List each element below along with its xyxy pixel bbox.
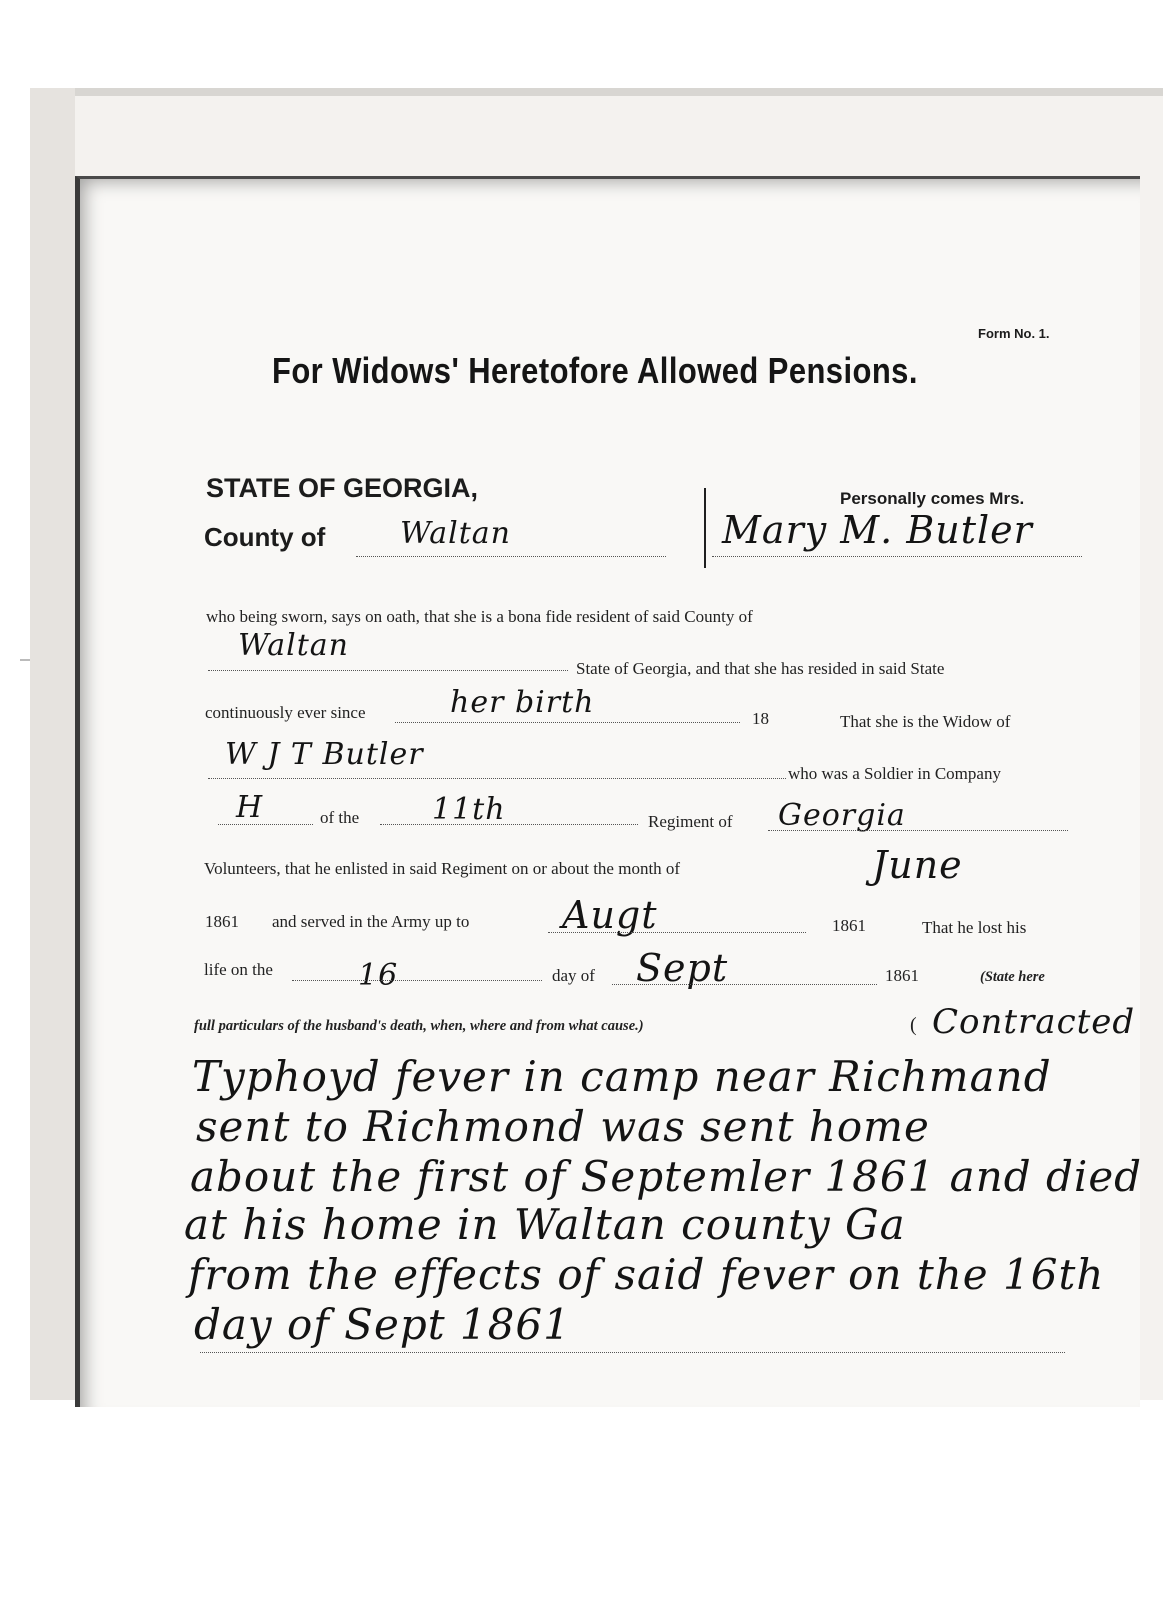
served-text: and served in the Army up to xyxy=(272,912,470,931)
form-number: Form No. 1. xyxy=(978,326,1050,341)
death-day-entry: 16 xyxy=(358,958,399,993)
of-the-text: of the xyxy=(320,808,360,827)
served-until-year-entry: 1861 xyxy=(832,916,866,935)
regiment-state-entry: Georgia xyxy=(778,798,906,833)
personally-comes-label: Personally comes Mrs. xyxy=(840,489,1025,508)
open-paren: ( xyxy=(910,1014,917,1036)
full-particulars-text: full particulars of the husband's death, when, where and from what cause.) xyxy=(194,1018,644,1034)
enlist-month-entry: June xyxy=(872,843,963,887)
form-title: For Widows' Heretofore Allowed Pensions. xyxy=(272,350,918,391)
residence-county-entry: Waltan xyxy=(238,628,349,663)
death-year-entry: 1861 xyxy=(885,966,919,985)
brace-divider xyxy=(704,488,706,568)
county-entry: Waltan xyxy=(400,516,511,551)
life-on-text: life on the xyxy=(204,960,273,979)
death-month-entry: Sept xyxy=(636,946,729,990)
soldier-company-text: who was a Soldier in Company xyxy=(788,764,1001,783)
death-particulars-line-1: Contracted xyxy=(932,1002,1136,1042)
state-heading: STATE OF GEORGIA, xyxy=(206,473,479,503)
day-of-text: day of xyxy=(552,966,595,985)
husband-name-entry: W J T Butler xyxy=(225,737,424,772)
company-entry: H xyxy=(236,790,264,825)
widow-name-entry: Mary M. Butler xyxy=(722,508,1033,552)
sworn-text: who being sworn, says on oath, that she is a bona fide resident of said County of xyxy=(206,607,753,626)
state-here-text: (State here xyxy=(980,969,1045,985)
county-label: County of xyxy=(204,522,326,552)
continuously-text: continuously ever since xyxy=(205,703,366,722)
state-resided-text: State of Georgia, and that she has resided in said State xyxy=(576,659,945,678)
death-particulars-line-2: Typhoyd fever in camp near Richmand xyxy=(192,1052,1052,1101)
regiment-number-entry: 11th xyxy=(432,792,506,827)
served-until-month-entry: Augt xyxy=(562,893,658,937)
regiment-of-text: Regiment of xyxy=(648,812,733,831)
lost-life-text: That he lost his xyxy=(922,918,1027,937)
death-particulars-line-5: at his home in Waltan county Ga xyxy=(184,1200,906,1249)
death-particulars-line-3: sent to Richmond was sent home xyxy=(196,1102,930,1151)
widow-of-text: That she is the Widow of xyxy=(840,712,1011,731)
volunteers-text: Volunteers, that he enlisted in said Regiment on or about the month of xyxy=(204,859,681,878)
death-particulars-line-7: day of Sept 1861 xyxy=(194,1300,571,1349)
enlist-year-entry: 1861 xyxy=(205,912,239,931)
resided-since-entry: her birth xyxy=(450,685,595,720)
year-prefix-18: 18 xyxy=(752,709,769,728)
death-particulars-line-6: from the effects of said fever on the 16th xyxy=(188,1250,1105,1299)
death-particulars-line-4: about the first of Septemler 1861 and died xyxy=(190,1152,1143,1201)
